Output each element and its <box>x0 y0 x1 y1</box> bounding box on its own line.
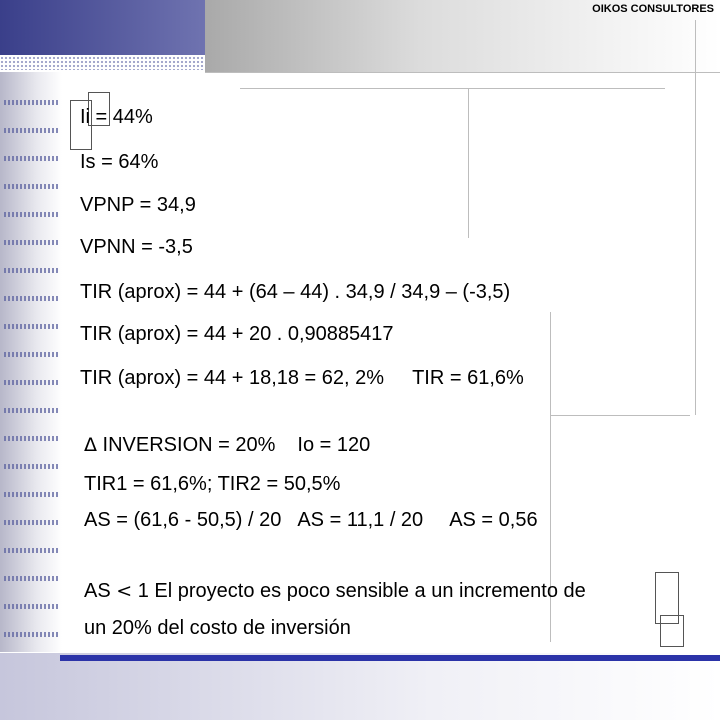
left-stripe <box>4 408 58 413</box>
frame-line <box>550 415 690 416</box>
left-stripe <box>4 576 58 581</box>
left-stripe <box>4 380 58 385</box>
left-stripe <box>4 548 58 553</box>
left-stripe <box>4 492 58 497</box>
vpnn-line: VPNN = -3,5 <box>80 236 193 258</box>
left-stripe <box>4 464 58 469</box>
left-decorative-band <box>0 72 62 652</box>
frame-line <box>468 88 469 238</box>
conclusion-line-2: un 20% del costo de inversión <box>84 617 351 639</box>
tir-approx-result: TIR (aprox) = 44 + 18,18 = 62, 2% <box>80 367 385 389</box>
inversion-line <box>84 434 370 457</box>
conclusion-line-1 <box>84 580 586 603</box>
left-stripe <box>4 604 58 609</box>
frame-line <box>240 88 665 89</box>
frame-line <box>695 20 696 415</box>
header-blue-block <box>0 0 205 55</box>
tir-step-line: TIR (aprox) = 44 + 20 . 0,90885417 <box>80 323 394 345</box>
left-stripe <box>4 240 58 245</box>
left-stripe <box>4 268 58 273</box>
as-formula-line <box>84 509 538 532</box>
inversion-change: INVERSION = 20% <box>97 434 276 456</box>
as-division: AS = 11,1 / 20 <box>297 509 424 531</box>
left-stripe <box>4 520 58 525</box>
left-stripe <box>4 184 58 189</box>
left-stripe <box>4 324 58 329</box>
as-prefix: AS <box>84 580 117 602</box>
footer-blue-rule <box>60 655 720 661</box>
left-stripe <box>4 156 58 161</box>
header-dotted-strip <box>0 56 205 70</box>
delta-symbol: Δ <box>84 434 97 456</box>
is-line: Is = 64% <box>80 151 159 173</box>
tir-result-line <box>80 367 524 390</box>
left-stripe <box>4 128 58 133</box>
ii-line: Ii = 44% <box>80 106 153 128</box>
tirs-line: TIR1 = 61,6%; TIR2 = 50,5% <box>84 473 341 495</box>
left-stripe <box>4 436 58 441</box>
as-expression: AS = (61,6 - 50,5) / 20 <box>84 509 282 531</box>
brand-label: OIKOS CONSULTORES <box>592 3 714 15</box>
left-stripe <box>4 632 58 637</box>
less-than-symbol: < <box>116 580 133 602</box>
conclusion-text: 1 El proyecto es poco sensible a un incremento de <box>132 580 586 602</box>
vpnp-line: VPNP = 34,9 <box>80 194 196 216</box>
footer-band <box>0 653 720 720</box>
header-rule <box>205 72 720 73</box>
as-value: AS = 0,56 <box>449 509 538 531</box>
tir-formula-line: TIR (aprox) = 44 + (64 – 44) . 34,9 / 34,9 – (-3,5) <box>80 281 511 303</box>
initial-investment: Io = 120 <box>297 434 371 456</box>
decorative-square <box>660 615 684 647</box>
left-stripe <box>4 212 58 217</box>
left-stripe <box>4 100 58 105</box>
left-stripe <box>4 296 58 301</box>
tir-final-value: TIR = 61,6% <box>412 367 524 389</box>
left-stripe <box>4 352 58 357</box>
